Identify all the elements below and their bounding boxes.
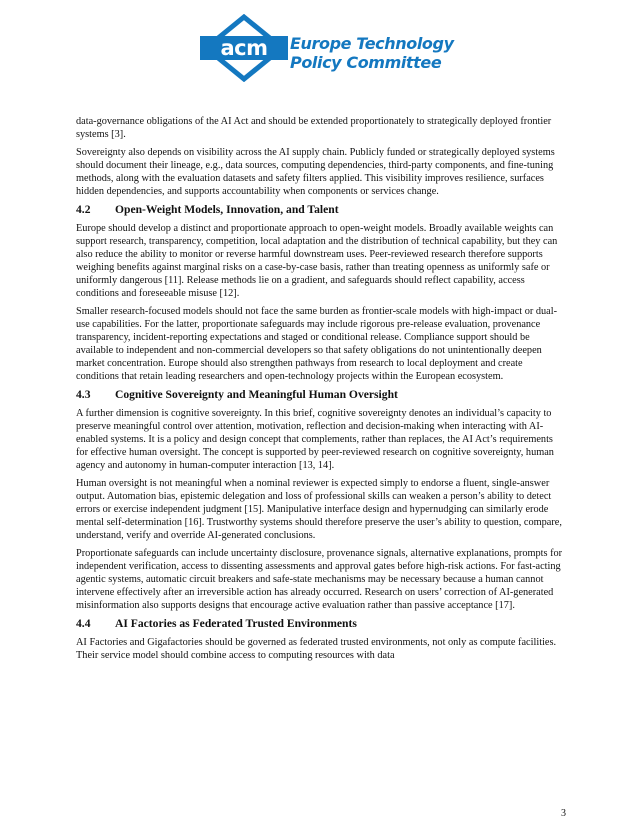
paragraph: Proportionate safeguards can include uncertainty disclosure, provenance signals, alternative explanations, prompts for independent verification, access to dissenting assessments and approval gates before high-risk actions. For fast-acting agentic systems, automatic circuit breakers and safe-state mechanisms may be necessary because a human cannot intervene effectively after an irreversible action has already occurred. Research on users’ correction of AI-generated misinformation also supports designs that encourage active evaluation rather than passive acceptance [17]. — [76, 548, 563, 611]
document-body — [76, 115, 566, 667]
section-number: 4.3 — [76, 388, 91, 401]
paragraph: Human oversight is not meaningful when a nominal reviewer is expected simply to endorse a fluent, single-answer output. Automation bias, epistemic delegation and loss of professional skills can weaken a person’s ability to detect errors or exercise independent judgment [15]. Manipulative interface design and hypernudging can similarly erode mental self-determination [16]. Trustworthy systems should therefore preserve the user’s ability to question, compare, understand, verify and override AI-generated conclusions. — [76, 478, 562, 541]
paragraph: A further dimension is cognitive sovereignty. In this brief, cognitive sovereignty denotes an individual’s capacity to preserve meaningful control over attention, motivation, reflection and decision-making when interacting with AI-enabled systems. It is a policy and design concept that complements, rather than replaces, the AI Act’s requirements for effective human oversight. The concept is supported by peer-reviewed research on cognitive sovereignty, human agency and autonomy in human-computer interaction [13, 14]. — [76, 408, 554, 471]
section-number: 4.4 — [76, 617, 91, 630]
section-title: Open-Weight Models, Innovation, and Talent — [115, 203, 339, 216]
page-number: 3 — [561, 808, 566, 819]
acm-logo-icon — [200, 14, 288, 82]
section-heading — [76, 617, 566, 631]
section-title: Cognitive Sovereignty and Meaningful Human Oversight — [115, 388, 398, 401]
logo-line-1: Europe Technology — [290, 34, 454, 53]
paragraph: Europe should develop a distinct and proportionate approach to open-weight models. Broadly available weights can support research, transparency, competition, local adaptation and the distribution of technical capability, but they can also reduce the ability to monitor or reverse harmful downstream uses. Peer-reviewed research therefore supports weighing benefits against marginal risks on a case-by-case basis, rather than treating openness as uniformly safe or uniformly dangerous [11]. Release methods lie on a gradient, and safeguards should reflect capability, access conditions and foreseeable misuse [12]. — [76, 223, 558, 299]
logo-wordmark — [290, 34, 460, 72]
section-number: 4.2 — [76, 203, 91, 216]
section-title: AI Factories as Federated Trusted Environments — [115, 617, 357, 630]
section-heading — [76, 203, 566, 217]
acm-europe-tpc-logo — [200, 14, 454, 82]
logo-line-2: Policy Committee — [290, 53, 442, 72]
section-heading — [76, 388, 566, 402]
svg-text:acm: acm — [220, 36, 268, 60]
paragraph: Sovereignty also depends on visibility across the AI supply chain. Publicly funded or strategically deployed systems should document their lineage, e.g., data sources, computing dependencies, third-party components, and fine-tuning methods, along with the evaluation datasets and safety filters applied. This visibility improves resilience, surfaces hidden dependencies, and supports accountability when components or services change. — [76, 147, 555, 197]
paragraph: Smaller research-focused models should not face the same burden as frontier-scale models with high-impact or dual-use capabilities. For the latter, proportionate safeguards may include rigorous pre-release evaluation, provenance transparency, incident-reporting expectations and staged or conditional release. Compliance support should be available to independent and non-commercial developers so that safety obligations do not unintentionally deepen market concentration. Europe should also strengthen pathways from research to local deployment and create conditions that retain leading researchers and open-technology projects within the European ecosystem. — [76, 306, 558, 382]
paragraph: AI Factories and Gigafactories should be governed as federated trusted environments, not only as compute facilities. Their service model should combine access to computing resources with data — [76, 637, 557, 661]
paragraph: data-governance obligations of the AI Act and should be extended proportionately to strategically deployed frontier systems [3]. — [76, 116, 552, 140]
